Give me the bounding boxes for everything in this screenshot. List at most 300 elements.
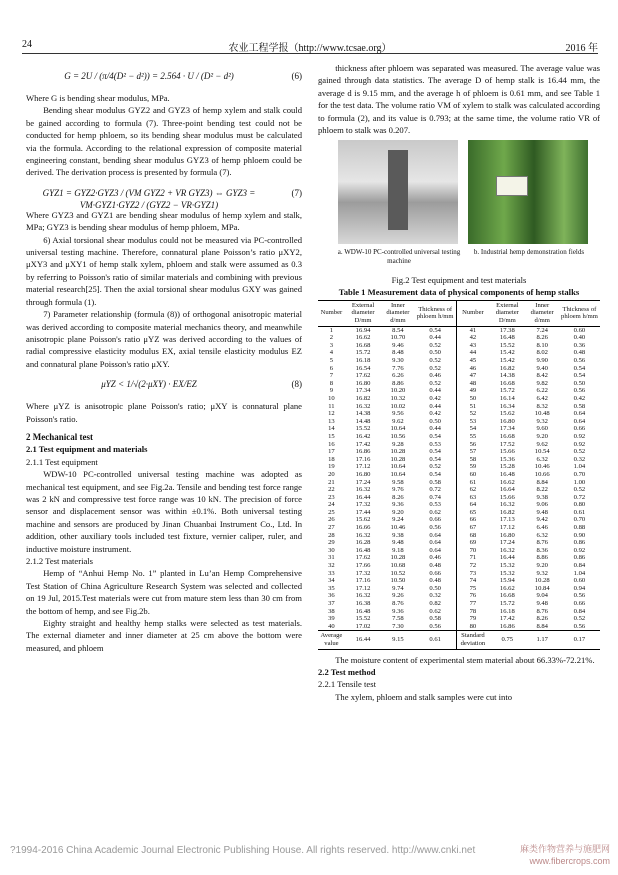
- table-cell: 29: [328, 539, 335, 547]
- table-cell: 61: [456, 479, 489, 487]
- table-cell: 9.15: [381, 631, 414, 649]
- table-cell: 8.26: [392, 493, 404, 501]
- table-cell: 0.52: [573, 615, 586, 623]
- table-cell: 10.70: [390, 334, 406, 342]
- table-cell: 16.62: [499, 584, 515, 592]
- table-cell: 15.66: [499, 493, 515, 501]
- table-cell: 6.42: [536, 394, 548, 402]
- paragraph: 7) Parameter relationship (formula (8)) of orthogonal anisotropic material was derived according to composite material mechanics theory, and meanwhile anisotropic plane Poisson's ratio μYZ was derived according to the values of radial compressive elasticity modulus EX, axial tensile elasticity modulus EZ and connatural plane Poisson's ratio μXY.: [26, 309, 302, 369]
- paragraph: Where μYZ is anisotropic plane Poisson's ratio; μXY is connatural plane Poisson's ratio.: [26, 401, 302, 424]
- table-cell: 23: [328, 493, 335, 501]
- column-header: Inner diameter d/mm: [381, 300, 414, 326]
- table-cell: 0.82: [429, 600, 441, 607]
- table-cell: 0.70: [573, 470, 586, 478]
- table-cell: 0.44: [429, 425, 441, 433]
- paragraph: Eighty straight and healthy hemp stalks were selected as test materials. The external diameter and inner diameter at 25 cm above the bottom were measured, and phloem: [26, 618, 302, 653]
- table-cell: 60: [456, 471, 489, 479]
- table-cell: 16.54: [355, 364, 371, 372]
- table-cell: 28: [328, 531, 335, 539]
- table-cell: 9.38: [536, 493, 548, 501]
- table-cell: 39: [328, 615, 335, 623]
- table-cell: 9.48: [536, 508, 548, 516]
- table-row: [318, 532, 600, 540]
- table-cell: 0.53: [429, 440, 441, 448]
- table-cell: 9.82: [536, 379, 548, 387]
- table-cell: 45: [456, 357, 489, 365]
- table-cell: 0.54: [573, 364, 586, 372]
- table-cell: 40: [328, 622, 335, 630]
- table-cell: 0.64: [573, 417, 586, 425]
- table-cell: 17.24: [499, 539, 515, 547]
- table-cell: 0.64: [573, 410, 586, 418]
- table-cell: 0.52: [429, 364, 441, 372]
- watermark: [520, 843, 610, 867]
- table-cell: 48: [456, 380, 489, 388]
- table-cell: 14.48: [355, 417, 371, 425]
- table-cell: 9.48: [392, 539, 404, 547]
- table-cell: 30: [328, 546, 335, 554]
- table-row: [318, 524, 600, 532]
- table-cell: 15.66: [499, 448, 515, 456]
- paragraph: Where G is bending shear modulus, MPa.: [26, 93, 170, 103]
- equation-8-number: (8): [291, 379, 302, 390]
- table-cell: 72: [456, 562, 489, 570]
- column-header: External diameter D/mm: [489, 300, 525, 326]
- table-cell: 17.32: [355, 569, 371, 577]
- table-cell: 0.60: [573, 577, 586, 585]
- table-caption: Table 1 Measurement data of physical components of hemp stalks: [338, 286, 580, 297]
- table-cell: 0.46: [429, 372, 441, 380]
- table-cell: Average value: [318, 631, 345, 649]
- table-cell: 15.52: [499, 341, 515, 349]
- table-cell: 8.86: [392, 379, 404, 387]
- table-cell: 1.04: [573, 569, 586, 577]
- table-cell: 53: [456, 418, 489, 426]
- table-row: [318, 600, 600, 608]
- table-row: [318, 403, 600, 411]
- figure-2b-caption: b. Industrial hemp demonstration fields: [473, 248, 585, 257]
- subsubsection-heading: 2.1.1 Test equipment: [26, 456, 98, 467]
- table-cell: 17.66: [355, 562, 371, 570]
- table-cell: 7.24: [536, 326, 548, 334]
- section-heading: 2 Mechanical test: [26, 431, 93, 442]
- table-cell: 16.64: [499, 486, 515, 494]
- table-cell: 9.24: [392, 516, 404, 524]
- journal-title: 农业工程学报（http://www.tcsae.org）: [228, 43, 392, 54]
- table-cell: 15.32: [499, 569, 515, 577]
- table-cell: 8.02: [536, 349, 548, 357]
- table-cell: 57: [456, 448, 489, 456]
- table-cell: 8.54: [392, 326, 404, 334]
- table-cell: 47: [456, 372, 489, 380]
- table-cell: 17.32: [355, 501, 371, 509]
- table-cell: 15.42: [499, 357, 515, 364]
- table-cell: 15: [328, 432, 335, 440]
- page-number: 24: [22, 39, 32, 50]
- table-cell: 10.28: [534, 577, 550, 585]
- table-cell: 15.42: [499, 349, 515, 357]
- table-cell: 10.28: [390, 554, 406, 562]
- table-cell: 16.68: [499, 592, 515, 600]
- table-cell: 0.54: [429, 432, 441, 440]
- table-cell: 66: [456, 516, 489, 524]
- table-cell: 32: [328, 562, 335, 570]
- table-cell: 17.12: [499, 524, 515, 532]
- table-cell: 27: [328, 524, 335, 532]
- table-cell: 9.90: [536, 357, 548, 364]
- table-cell: 0.56: [573, 622, 586, 630]
- table-cell: 0.66: [573, 425, 586, 433]
- table-cell: 16.32: [355, 592, 371, 600]
- table-cell: 0.56: [429, 622, 441, 630]
- table-cell: 0.61: [573, 508, 586, 516]
- table-cell: 0.42: [429, 394, 441, 402]
- table-cell: 0.60: [573, 326, 586, 334]
- table-cell: 4: [329, 349, 334, 357]
- table-row: [318, 570, 600, 578]
- table-cell: 15.62: [355, 516, 371, 524]
- table-cell: 16.62: [499, 478, 515, 486]
- table-cell: 68: [456, 532, 489, 540]
- table-cell: 33: [328, 569, 335, 577]
- table-cell: 9.56: [392, 410, 404, 418]
- table-cell: 9.20: [536, 432, 548, 440]
- table-cell: 0.56: [573, 357, 586, 364]
- table-cell: 9.62: [536, 440, 548, 448]
- table-cell: 58: [456, 456, 489, 464]
- subsection-heading: 2.2 Test method: [318, 666, 376, 677]
- table-cell: 17.42: [499, 615, 515, 623]
- table-cell: 0.88: [573, 524, 586, 532]
- table-cell: 0.48: [573, 349, 586, 357]
- table-cell: 0.32: [573, 455, 586, 463]
- table-cell: 16.82: [499, 508, 515, 516]
- table-cell: 0.66: [573, 600, 586, 607]
- table-row: [318, 463, 600, 471]
- table-row: [318, 585, 600, 593]
- table-cell: 44: [456, 349, 489, 357]
- table-cell: 15.72: [355, 349, 371, 357]
- table-cell: 15.52: [355, 425, 371, 433]
- table-cell: 59: [456, 463, 489, 471]
- table-cell: 0.84: [573, 562, 586, 570]
- table-cell: 10.28: [390, 455, 406, 463]
- table-cell: 1.17: [526, 631, 559, 649]
- journal-year: 2016 年: [565, 43, 598, 54]
- table-cell: 17.16: [355, 577, 371, 585]
- table-row: [318, 380, 600, 388]
- table-cell: 56: [456, 441, 489, 449]
- table-cell: 16.14: [499, 394, 515, 402]
- table-cell: 16.68: [499, 432, 515, 440]
- table-cell: 11: [328, 402, 335, 410]
- table-cell: 26: [328, 516, 335, 524]
- table-cell: 17.62: [355, 554, 371, 562]
- table-cell: 16.82: [355, 394, 371, 402]
- equation-6: [26, 62, 302, 92]
- equation-6-number: (6): [291, 71, 302, 81]
- table-cell: 31: [328, 554, 335, 562]
- hemp-field-photo: [468, 140, 588, 244]
- table-cell: 73: [456, 570, 489, 578]
- table-cell: 9: [329, 387, 334, 395]
- table-cell: 9.30: [392, 357, 404, 364]
- table-cell: 0.56: [573, 592, 586, 600]
- table-row: [318, 592, 600, 600]
- table-row: [318, 387, 600, 395]
- table-cell: 8.26: [536, 334, 548, 342]
- table-cell: 8.32: [536, 402, 548, 410]
- table-cell: 17.44: [355, 508, 371, 516]
- table-row: [318, 357, 600, 365]
- table-cell: 64: [456, 501, 489, 509]
- table-row: [318, 608, 600, 616]
- table-cell: 0.92: [573, 432, 586, 440]
- table-cell: 0.74: [429, 493, 441, 501]
- table-cell: 62: [456, 486, 489, 494]
- table-cell: 0.92: [573, 546, 586, 554]
- table-cell: 9.58: [392, 478, 404, 486]
- data-table: [318, 300, 600, 650]
- table-cell: 0.62: [429, 607, 441, 615]
- table-cell: 16.48: [355, 546, 371, 554]
- table-row: [318, 494, 600, 502]
- table-cell: 10.50: [390, 577, 406, 585]
- table-cell: 0.90: [573, 531, 586, 539]
- table-summary-row: [318, 631, 600, 649]
- table-cell: 16.68: [355, 341, 371, 349]
- table-cell: 17.34: [499, 425, 515, 433]
- table-row: [318, 342, 600, 350]
- table-cell: 10.84: [534, 584, 550, 592]
- table-cell: 10.46: [390, 524, 406, 532]
- table-cell: 8.86: [536, 554, 548, 562]
- equation-7-number: (7): [291, 187, 302, 198]
- table-cell: 16.32: [355, 402, 371, 410]
- table-cell: 69: [456, 539, 489, 547]
- table-cell: 16.34: [499, 402, 515, 410]
- table-cell: 16.68: [499, 379, 515, 387]
- table-cell: 18: [328, 455, 335, 463]
- table-row: [318, 501, 600, 509]
- table-cell: 0.94: [573, 584, 586, 592]
- table-cell: 9.74: [392, 584, 404, 592]
- table-cell: 0.42: [429, 410, 441, 418]
- table-cell: 0.48: [429, 562, 441, 570]
- table-row: [318, 516, 600, 524]
- table-row: [318, 562, 600, 570]
- table-cell: 0.64: [429, 531, 441, 539]
- table-cell: 9.42: [536, 516, 548, 524]
- table-cell: 8.84: [536, 478, 548, 486]
- table-cell: 49: [456, 387, 489, 395]
- copyright: ?1994-2016 China Academic Journal Electronic Publishing House. All rights reserved. http://www.cnki.net: [10, 845, 476, 856]
- table-cell: 0.54: [429, 448, 441, 456]
- table-cell: 0.80: [573, 501, 586, 509]
- table-row: [318, 623, 600, 631]
- table-cell: 16.18: [355, 357, 371, 364]
- table-row: [318, 486, 600, 494]
- table-cell: 17.38: [499, 326, 515, 334]
- table-cell: 0.92: [573, 440, 586, 448]
- table-cell: 10.28: [390, 448, 406, 456]
- table-cell: 16.82: [499, 364, 515, 372]
- table-cell: 54: [456, 425, 489, 433]
- table-cell: 52: [456, 410, 489, 418]
- table-cell: 25: [328, 508, 335, 516]
- table-cell: 3: [329, 341, 334, 349]
- table-cell: 0.58: [573, 402, 586, 410]
- equation-7: [26, 179, 302, 209]
- table-cell: 0.52: [429, 379, 441, 387]
- table-cell: 0.48: [429, 577, 441, 585]
- table-row: [318, 479, 600, 487]
- table-row: [318, 615, 600, 623]
- table-cell: 16.48: [355, 607, 371, 615]
- table-cell: 0.17: [559, 631, 600, 649]
- table-cell: 0.54: [429, 470, 441, 478]
- table-cell: 16.86: [499, 622, 515, 630]
- table-cell: 7: [329, 372, 334, 380]
- table-row: [318, 471, 600, 479]
- table-cell: 74: [456, 577, 489, 585]
- table-cell: 10.32: [390, 394, 406, 402]
- figure-2: [318, 140, 600, 272]
- table-cell: 17.12: [355, 584, 371, 592]
- table-row: [318, 433, 600, 441]
- table-cell: 9.20: [536, 562, 548, 570]
- table-row: [318, 334, 600, 342]
- table-cell: 0.42: [573, 394, 586, 402]
- table-cell: 20: [328, 470, 335, 478]
- table-cell: 41: [456, 326, 489, 334]
- table-row: [318, 395, 600, 403]
- table-body: [318, 326, 600, 649]
- paragraph: Hemp of “Anhui Hemp No. 1” planted in Lu’an Hemp Comprehensive Test Station of China Agriculture Research System was selected and collected on 19 Jul, 2015.Test materials were cut from mature stem less than 30 cm from the bottom of hemp, and see Fig.2b.: [26, 568, 302, 616]
- table-row: [318, 349, 600, 357]
- table-cell: 21: [328, 478, 335, 486]
- table-cell: 8.84: [536, 622, 548, 630]
- table-cell: 9.60: [536, 425, 548, 433]
- table-cell: 0.86: [573, 554, 586, 562]
- table-row: [318, 418, 600, 426]
- table-cell: 0.44: [429, 387, 441, 395]
- table-cell: 6.32: [536, 455, 548, 463]
- table-cell: 9.40: [536, 364, 548, 372]
- table-cell: 0.54: [429, 326, 441, 334]
- watermark-line: www.fibercrops.com: [529, 856, 610, 866]
- table-cell: 9.76: [392, 486, 404, 494]
- table-cell: 0.52: [429, 463, 441, 471]
- table-cell: 9.32: [536, 569, 548, 577]
- table-cell: 79: [456, 615, 489, 623]
- equation-6-body: G = 2U / (π/4(D² − d²)) = 2.564 · U / (D² − d²): [64, 71, 234, 81]
- table-cell: 0.50: [573, 379, 586, 387]
- table-cell: 15.72: [499, 387, 515, 395]
- table-cell: 9.36: [392, 607, 404, 615]
- table-cell: 0.56: [429, 524, 441, 532]
- table-cell: 7.30: [392, 622, 404, 630]
- table-cell: 0.54: [429, 455, 441, 463]
- subsubsection-heading: 2.2.1 Tensile test: [318, 679, 376, 690]
- table-row: [318, 410, 600, 418]
- table-cell: 0.72: [573, 493, 586, 501]
- table-cell: 0.66: [429, 569, 441, 577]
- table-row: [318, 441, 600, 449]
- table-cell: 6.46: [536, 524, 548, 532]
- table-cell: 65: [456, 509, 489, 517]
- table-cell: 8.48: [392, 349, 404, 357]
- table-cell: 50: [456, 395, 489, 403]
- table-cell: 17: [328, 448, 335, 456]
- table-cell: 10.54: [534, 448, 550, 456]
- table-cell: 0.66: [429, 516, 441, 524]
- table-cell: 0.62: [429, 508, 441, 516]
- table-cell: 0.54: [573, 372, 586, 380]
- paragraph: The moisture content of experimental stem material about 66.33%-72.21%.: [335, 654, 595, 665]
- equation-7-body: GYZ1 = GYZ2·GYZ3 / (VM GYZ2 + VR GYZ3) ⇔ GYZ3 = VM·GYZ1·GYZ2 / (GYZ2 − VR·GYZ1): [42, 187, 256, 211]
- table-cell: 71: [456, 554, 489, 562]
- table-cell: 10.68: [390, 562, 406, 570]
- paragraph: 6) Axial torsional shear modulus could not be measured via PC-controlled universal testing machine. Therefore, connatural plane Poisson’s ratio μXY2, μXY3 and μXY1 of hemp stalk xylem, phloem and stalk were assumed as 0.3 by referring to Poisson's ratio of similar materials and combining with previous material research[25]. Then the axial torsional shear modulus GXY was gained through formula (1).: [26, 234, 302, 307]
- table-cell: 16.80: [355, 379, 371, 387]
- table-cell: 42: [456, 334, 489, 342]
- table-cell: 10.52: [390, 569, 406, 577]
- table-cell: 0.64: [429, 539, 441, 547]
- column-header: Inner diameter d/mm: [526, 300, 559, 326]
- table-cell: 0.46: [429, 554, 441, 562]
- table-cell: 1: [329, 326, 334, 334]
- table-cell: 8.22: [536, 486, 548, 494]
- table-cell: 0.58: [429, 478, 441, 486]
- testing-machine-photo: [338, 140, 458, 244]
- table-cell: 17.52: [499, 440, 515, 448]
- paragraph: WDW-10 PC-controlled universal testing machine was adopted as mechanical test equipment, and see Fig.2a. Tensile and bending test force range was 2 kN and compressive test force range was 10 kN. The precision of force sensor and displacement sensor was within ±0.1%. Both universal testing machine and sensors are produced by Jinan Chuanbai Instrument Co., Ltd. In addition, other auxiliary tools included test fixture, vernier caliper, ruler, and inductive moisture instrument.: [26, 469, 302, 554]
- table-row: [318, 326, 600, 334]
- table-row: [318, 448, 600, 456]
- table-cell: 2: [329, 334, 334, 342]
- table-cell: 8: [329, 379, 334, 387]
- table-cell: 51: [456, 403, 489, 411]
- table-cell: 6.26: [392, 372, 404, 380]
- table-cell: 0.52: [573, 486, 586, 494]
- table-cell: 0.72: [429, 486, 441, 494]
- paragraph: Bending shear modulus GYZ2 and GYZ3 of hemp xylem and stalk could be gained according to formula (7). Three-point bending test could not be conducted for hemp phloem, so its bending shear modulus must be calculated via the formula. According to the relational expression of composite material engineering constant, bending shear modulus GYZ3 of hemp phloem could be derived. The derivation process is presented by formula (7).: [26, 105, 302, 178]
- table-cell: 16.44: [355, 493, 371, 501]
- table-cell: 0.75: [489, 631, 525, 649]
- figure-2a-caption: a. WDW-10 PC-controlled universal testing machine: [337, 248, 461, 266]
- table-cell: 7.58: [392, 615, 404, 623]
- field-sign: [496, 176, 528, 196]
- table-cell: 16.66: [355, 524, 371, 532]
- table-cell: 15.36: [499, 455, 515, 463]
- table-cell: 6.22: [536, 387, 548, 395]
- table-cell: 10.64: [390, 470, 406, 478]
- table-row: [318, 577, 600, 585]
- table-cell: 16.18: [499, 607, 515, 615]
- table-cell: 1.04: [573, 463, 586, 471]
- table-cell: 16.94: [355, 326, 371, 334]
- table-cell: 16.32: [355, 486, 371, 494]
- table-cell: 17.12: [355, 463, 371, 471]
- table-cell: 16.32: [499, 501, 515, 509]
- table-cell: 16.32: [355, 531, 371, 539]
- table-cell: 14.38: [355, 410, 371, 418]
- table-row: [318, 547, 600, 555]
- column-header: External diameter D/mm: [345, 300, 381, 326]
- table-cell: 16.48: [499, 334, 515, 342]
- table-cell: 7.76: [392, 364, 404, 372]
